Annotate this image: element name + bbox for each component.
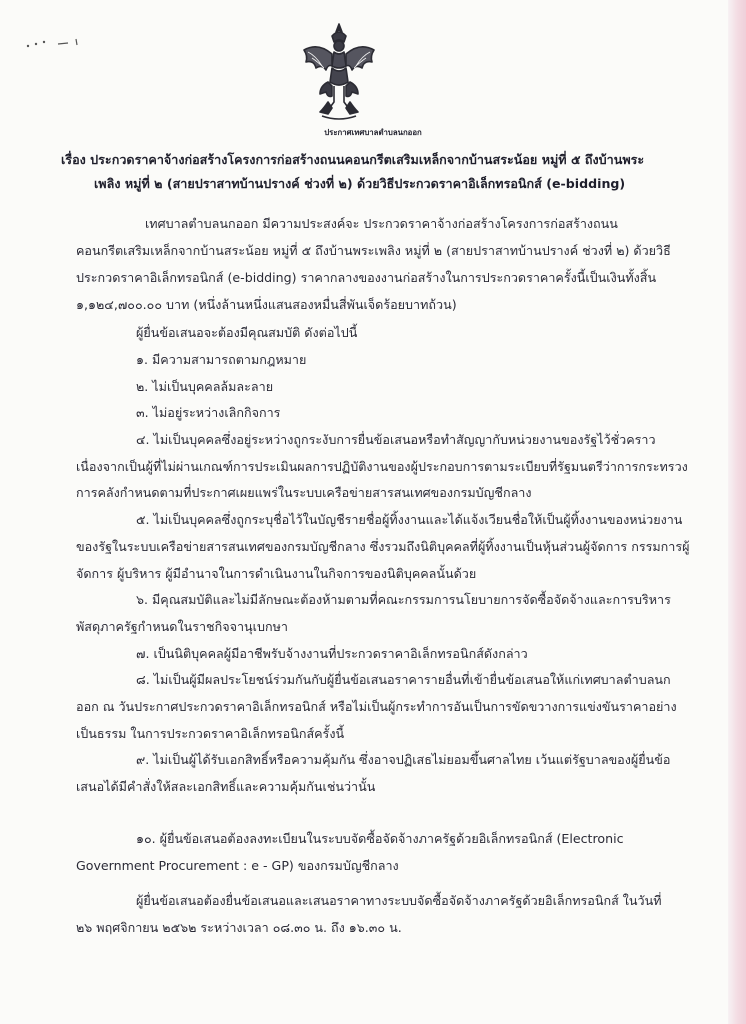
qualification-item-4-line-2: เนื่องจากเป็นผู้ที่ไม่ผ่านเกณฑ์การประเมินผลการปฏิบัติงานของผู้ประกอบการตามระเบียบที่รัฐมนตรีว่าการกระทรวง: [76, 459, 688, 474]
intro-line-3: ประกวดราคาอิเล็กทรอนิกส์ (e-bidding) ราคากลางของงานก่อสร้างในการประกวดราคาครั้งนี้เป็นเงินทั้งสิ้น: [76, 270, 657, 285]
intro-line-2: คอนกรีตเสริมเหล็กจากบ้านสระน้อย หมู่ที่ ๕ ถึงบ้านพระเพลิง หมู่ที่ ๒ (สายปราสาทบ้านปรางค์ ช่วงที่ ๒) ด้วยวิธี: [76, 243, 671, 258]
scan-edge-stripe: [728, 0, 746, 1024]
qualification-item-8-line-3: เป็นธรรม ในการประกวดราคาอิเล็กทรอนิกส์ครั้งนี้: [76, 726, 345, 741]
qualification-item-5-line-2: ของรัฐในระบบเครือข่ายสารสนเทศของกรมบัญชีกลาง ซึ่งรวมถึงนิติบุคคลที่ผู้ทิ้งงานเป็นหุ้นส่วนผู้จัดการ กรรมการผู้: [76, 539, 690, 554]
qualification-item-1: ๑. มีความสามารถตามกฎหมาย: [136, 352, 307, 367]
intro-line-1: เทศบาลตำบลนกออก มีความประสงค์จะ ประกวดราคาจ้างก่อสร้างโครงการก่อสร้างถนน: [145, 216, 618, 231]
qualification-item-6-line-2: พัสดุภาครัฐกำหนดในราชกิจจานุเบกษา: [76, 619, 288, 634]
qualification-heading: ผู้ยื่นข้อเสนอจะต้องมีคุณสมบัติ ดังต่อไปนี้: [136, 325, 358, 340]
qualification-item-7: ๗. เป็นนิติบุคคลผู้มีอาชีพรับจ้างงานที่ประกวดราคาอิเล็กทรอนิกส์ดังกล่าว: [136, 646, 528, 661]
qualification-item-8-line-1: ๘. ไม่เป็นผู้มีผลประโยชน์ร่วมกันกับผู้ยื่นข้อเสนอราคารายอื่นที่เข้ายื่นข้อเสนอให้แก่เทศบาลตำบลนก: [136, 672, 671, 687]
garuda-emblem-icon: [298, 22, 380, 122]
subject-line-1: เรื่อง ประกวดราคาจ้างก่อสร้างโครงการก่อสร้างถนนคอนกรีตเสริมเหล็กจากบ้านสระน้อย หมู่ที่ ๕ ถึงบ้านพระ: [61, 152, 645, 167]
scan-marks: [24, 36, 84, 52]
subject-line-2: เพลิง หมู่ที่ ๒ (สายปราสาทบ้านปรางค์ ช่วงที่ ๒) ด้วยวิธีประกวดราคาอิเล็กทรอนิกส์ (e-bidding): [94, 176, 626, 191]
announcer-title: ประกาศเทศบาลตำบลนกออก: [324, 128, 422, 137]
qualification-item-10-line-2: Government Procurement : e - GP) ของกรมบัญชีกลาง: [76, 858, 399, 873]
qualification-item-5-line-1: ๕. ไม่เป็นบุคคลซึ่งถูกระบุชื่อไว้ในบัญชีรายชื่อผู้ทิ้งงานและได้แจ้งเวียนชื่อให้เป็นผู้ทิ้งงานของหน่วยงาน: [136, 512, 683, 527]
qualification-item-2: ๒. ไม่เป็นบุคคลล้มละลาย: [136, 379, 274, 394]
qualification-item-9-line-1: ๙. ไม่เป็นผู้ได้รับเอกสิทธิ์หรือความคุ้มกัน ซึ่งอาจปฏิเสธไม่ยอมขึ้นศาลไทย เว้นแต่รัฐบาลของผู้ยื่นข้อ: [136, 752, 671, 767]
submission-line-2: ๒๖ พฤศจิกายน ๒๕๖๒ ระหว่างเวลา ๐๘.๓๐ น. ถึง ๑๖.๓๐ น.: [76, 920, 402, 935]
qualification-item-8-line-2: ออก ณ วันประกาศประกวดราคาอิเล็กทรอนิกส์ หรือไม่เป็นผู้กระทำการอันเป็นการขัดขวางการแข่งขันราคาอย่าง: [76, 699, 677, 714]
qualification-item-9-line-2: เสนอได้มีคำสั่งให้สละเอกสิทธิ์และความคุ้มกันเช่นว่านั้น: [76, 779, 376, 794]
submission-line-1: ผู้ยื่นข้อเสนอต้องยื่นข้อเสนอและเสนอราคาทางระบบจัดซื้อจัดจ้างภาครัฐด้วยอิเล็กทรอนิกส์ ในวันที่: [136, 893, 662, 908]
qualification-item-5-line-3: จัดการ ผู้บริหาร ผู้มีอำนาจในการดำเนินงานในกิจการของนิติบุคคลนั้นด้วย: [76, 566, 477, 581]
qualification-item-6-line-1: ๖. มีคุณสมบัติและไม่มีลักษณะต้องห้ามตามที่คณะกรรมการนโยบายการจัดซื้อจัดจ้างและการบริหาร: [136, 592, 671, 607]
qualification-item-4-line-3: การคลังกำหนดตามที่ประกาศเผยแพร่ในระบบเครือข่ายสารสนเทศของกรมบัญชีกลาง: [76, 485, 532, 500]
qualification-item-4-line-1: ๔. ไม่เป็นบุคคลซึ่งอยู่ระหว่างถูกระงับการยื่นข้อเสนอหรือทำสัญญากับหน่วยงานของรัฐไว้ชั่วคราว: [136, 432, 656, 447]
qualification-item-10-line-1: ๑๐. ผู้ยื่นข้อเสนอต้องลงทะเบียนในระบบจัดซื้อจัดจ้างภาครัฐด้วยอิเล็กทรอนิกส์ (Electronic: [136, 831, 624, 846]
intro-line-4: ๑,๑๒๔,๗๐๐.๐๐ บาท (หนึ่งล้านหนึ่งแสนสองหมื่นสี่พันเจ็ดร้อยบาทถ้วน): [76, 297, 457, 312]
qualification-item-3: ๓. ไม่อยู่ระหว่างเลิกกิจการ: [136, 405, 281, 420]
